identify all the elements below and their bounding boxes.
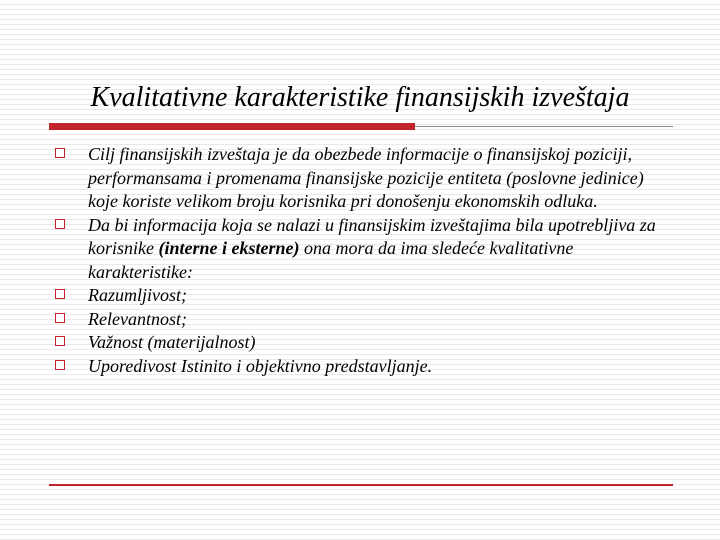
footer-rule — [49, 484, 673, 486]
slide-title: Kvalitativne karakteristike finansijskih izveštaja — [90, 82, 630, 113]
hollow-square-bullet-icon — [55, 313, 65, 323]
bullet-item: Važnost (materijalnost) — [54, 331, 674, 355]
bullet-item: Relevantnost; — [54, 308, 674, 332]
bullet-item: Da bi informacija koja se nalazi u finansijskim izveštajima bila upotrebljiva za korisnike (interne i eksterne) ona mora da ima sledeće kvalitativne karakteristike: — [54, 214, 674, 285]
bullet-item: Razumljivost; — [54, 284, 674, 308]
hollow-square-bullet-icon — [55, 148, 65, 158]
emphasis-text: (interne i eksterne) — [158, 238, 300, 258]
hollow-square-bullet-icon — [55, 219, 65, 229]
hollow-square-bullet-icon — [55, 336, 65, 346]
bullet-item: Uporedivost Istinito i objektivno predstavljanje. — [54, 355, 674, 379]
bullet-item: Cilj finansijskih izveštaja je da obezbede informacije o finansijskoj poziciji, performansama i promenama finansijske pozicije entiteta (poslovne jedinice) koje koriste velikom broju korisnika pri donošenju ekonomskih odluka. — [54, 143, 674, 214]
title-underline-accent — [49, 123, 415, 130]
title-underline-rule — [415, 126, 673, 127]
hollow-square-bullet-icon — [55, 289, 65, 299]
hollow-square-bullet-icon — [55, 360, 65, 370]
bullet-list — [54, 143, 674, 378]
